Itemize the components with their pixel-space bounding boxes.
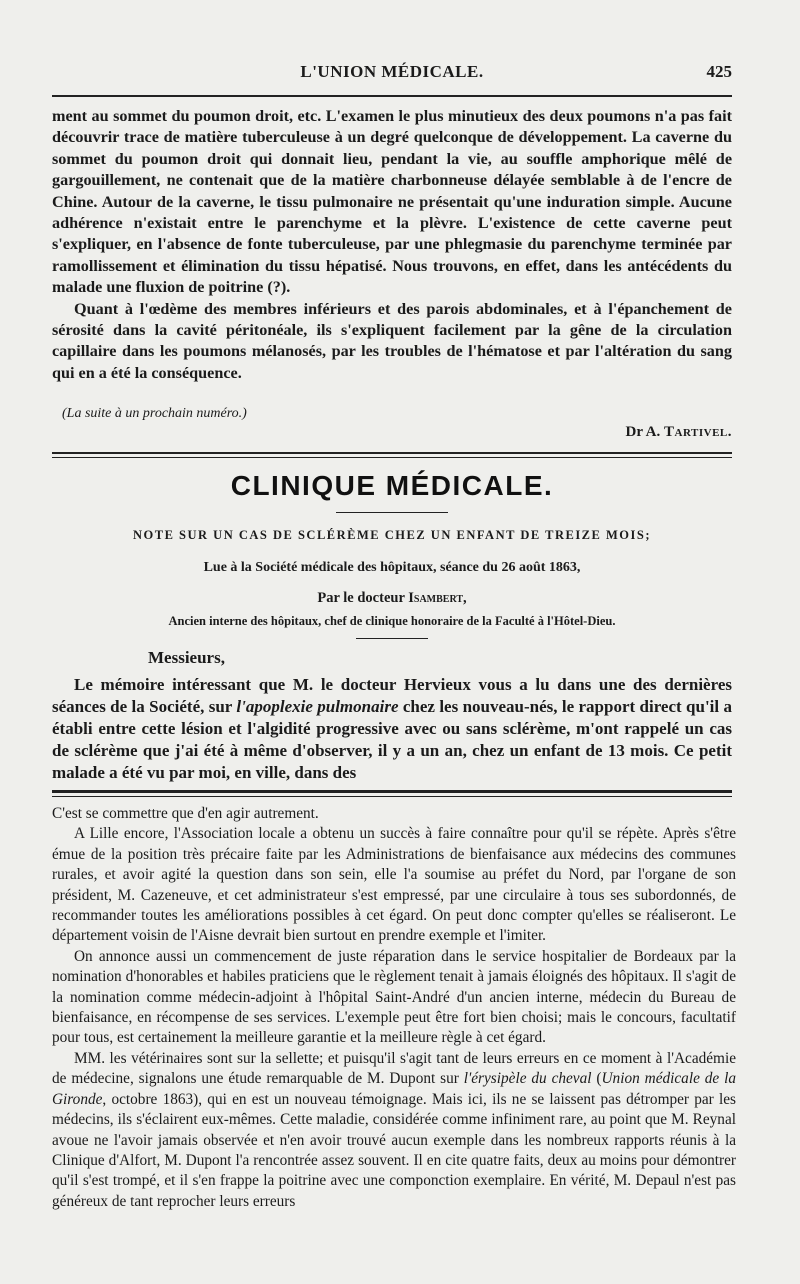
feuilleton-text-run: MM. les vétérinaires sont sur la sellette; et puisqu'il s'agit tant de leurs erreurs en ce moment à l'Académie de médecine, signalons une étude remarquable de M. Dupont sur — [52, 1049, 736, 1088]
signature-name: Tartivel. — [664, 424, 732, 440]
clinique-body-text: chez les nouveau-nés, le rapport direct qu'il a établi entre cette lésion et l'algidité progressive avec ou sans sclérème, m'ont rappelé un cas de sclérème que j'ai été à même d'observer, il y a un an, chez un enfant de 13 mois. Ce petit malade a été vu par moi, en ville, dans des — [52, 697, 732, 782]
continued-note: (La suite à un prochain numéro.) — [62, 406, 247, 421]
header-rule — [52, 95, 732, 97]
signature-prefix: Dr A. — [625, 424, 661, 440]
feuilleton-italic: Union médicale de la Gironde — [52, 1070, 736, 1108]
clinique-body-italic: l'apoplexie pulmonaire — [236, 697, 399, 716]
article-paragraph: ment au sommet du poumon droit, etc. L'examen le plus minutieux des deux poumons n'a pas fait découvrir trace de matière tuberculeuse à un degré quelconque de développement. La caverne du sommet du poumon droit qui donnait lieu, pendant la vie, au souffle amphorique mêlé de gargouillement, ne contenait que de la matière charbonneuse délayée semblable à de l'encre de Chine. Autour de la caverne, le tissu pulmonaire ne présentait qu'une induration simple. Aucune adhérence n'existait entre le parenchyme et la plèvre. L'existence de cette caverne peut s'expliquer, en l'absence de fonte tuberculeuse, par une phlegmasie du parenchyme terminée par ramollissement et élimination du tissu hépatisé. Nous trouvons, en effet, dans les antécédents du malade une fluxion de poitrine (?). — [52, 107, 732, 297]
feuilleton-paragraph: A Lille encore, l'Association locale a obtenu un succès à faire connaître pour qu'il se répète. Après s'être émue de la position très précaire faite par les Administrations de bienfaisance aux médecins des communes rurales, et avoir agité la question dans son sein, elle l'a soumise au préfet du Nord, par l'organe de son président, M. Cazeneuve, et cet administrateur s'est empressé, par une circulaire à tous ses subordonnés, de recommander toutes les améliorations possibles à cet égard. On peut donc compter qu'elles se réaliseront. Le département voisin de l'Aisne devrait bien surtout en prendre exemple et l'imiter. — [52, 825, 736, 945]
section-rule-top — [52, 452, 732, 454]
author-prefix: Par le docteur — [317, 590, 405, 606]
section-title: CLINIQUE MÉDICALE. — [230, 470, 554, 501]
running-title: L'UNION MÉDICALE. — [300, 62, 484, 81]
page-number: 425 — [706, 62, 732, 81]
feuilleton-rule — [52, 790, 732, 793]
feuilleton-text — [52, 804, 736, 1212]
article-paragraph: Quant à l'œdème des membres inférieurs et des parois abdominales, et à l'épanchement de sérosité dans la cavité péritonéale, ils s'expliquent facilement par la gêne de la circulation capillaire dans les poumons mélanosés, par les troubles de l'hématose et par l'altération du sang qui en a été la conséquence. — [52, 299, 732, 382]
feuilleton-text-run: , octobre 1863), qui en est un nouveau témoignage. Mais ici, ils ne se laissent pas détromper par les médecins, ils s'éclairent eux-mêmes. Cette maladie, considérée comme infiniment rare, au point que M. Reynal avoue ne l'avoir jamais observée et n'en avoir trouvé aucun exemple dans les nombreux rapports réunis à la Clinique d'Alfort, M. Dupont l'a rencontrée assez souvent. Il en cite quatre faits, deux au moins pour démontrer qu'il s'est trompé, et il s'en frappe la poitrine avec une componction exemplaire. En vérité, M. Depaul n'est pas généreux de tant reprocher leurs erreurs — [52, 1090, 736, 1210]
feuilleton-paragraph: C'est se commettre que d'en agir autrement. — [52, 805, 319, 822]
feuilleton-paragraph — [52, 1049, 736, 1212]
note-subtitle: Lue à la Société médicale des hôpitaux, séance du 26 août 1863, — [203, 560, 581, 575]
author-signature — [626, 424, 732, 441]
feuilleton-italic: l'érysipèle du cheval — [463, 1070, 592, 1088]
feuilleton-rule-2 — [52, 796, 732, 797]
clinique-body — [52, 674, 732, 784]
note-author — [52, 590, 732, 607]
running-head — [52, 62, 732, 86]
feuilleton-paragraph: On annonce aussi un commencement de juste réparation dans le service hospitalier de Bordeaux par la nomination d'honorables et habiles praticiens que le règlement tenait à jamais éloignés des hôpitaux. Il s'agit de la nomination comme médecin-adjoint à l'hôpital Saint-André d'un ancien interne, médecin du Bureau de bienfaisance, en récompense de ses services. L'exemple peut être fort bien choisi; mais le concours, facultatif pour tous, est certainement la meilleure garantie et la meilleure règle à cet égard. — [52, 947, 736, 1047]
salutation: Messieurs, — [148, 648, 225, 667]
feuilleton-text-run: ( — [591, 1070, 602, 1088]
author-affiliation: Ancien interne des hôpitaux, chef de clinique honoraire de la Faculté à l'Hôtel-Dieu. — [168, 614, 616, 628]
clinique-body-text: Le mémoire intéressant que M. le docteur Hervieux vous a lu dans une des dernières séances de la Société, sur — [52, 675, 732, 716]
affiliation-rule — [356, 638, 428, 639]
author-name: Isambert, — [408, 590, 467, 606]
section-rule-top-2 — [52, 457, 732, 458]
article-end-text — [52, 106, 732, 384]
note-title: NOTE SUR UN CAS DE SCLÉRÈME CHEZ UN ENFANT DE TREIZE MOIS; — [133, 528, 651, 542]
section-title-underline — [336, 512, 448, 513]
